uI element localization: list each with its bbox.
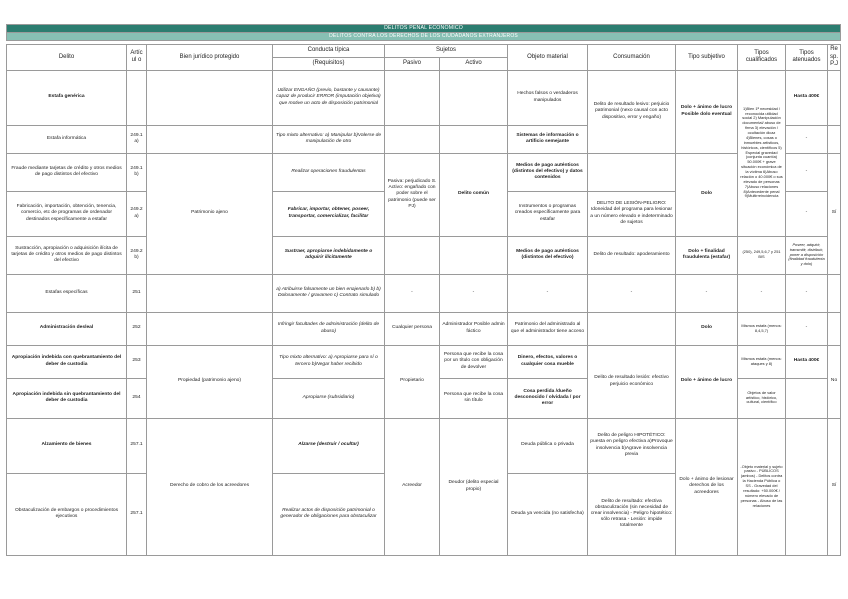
cell-cualificado[interactable]: Objetos de valor artístico, histórico, cultural, científico [738,378,786,418]
cell-atenuado[interactable] [786,418,828,555]
cell-objeto[interactable]: Instrumentos o programas creados específicamente para estafar [508,191,588,236]
cell-conducta[interactable]: a) Atribuirse falsamente un bien enajenarlo b) b) Dolosamente / gravamen c) Contrato simulado [273,274,385,312]
cell-delito[interactable]: Obstaculización de embargos o procedimientos ejecutivos [7,473,127,555]
table-row [7,418,841,473]
col-header-pasivo[interactable]: Pasivo [385,57,440,70]
col-header-conducta[interactable]: Conducta típica [273,45,385,58]
cell-atenuado[interactable]: - [786,191,828,236]
cell-consumacion[interactable] [588,153,676,191]
cell-delito[interactable]: Estafa genérica [7,70,127,125]
cell-cualificado[interactable]: Mismos estafa (menos: ataques y 8) [738,345,786,378]
spreadsheet-table-container [6,24,840,556]
band-title: DELITOS PENAL ECONÓMICO [7,25,841,33]
col-header-bien-juridico[interactable]: Bien jurídico protegido [147,45,273,71]
cell-activo[interactable]: Administrador Posible admin fáctico [440,312,508,345]
cell-articulo[interactable]: 249.2 b) [127,236,147,274]
table-row [7,153,841,191]
cell-activo-comun[interactable]: Delito común [440,153,508,236]
table-row [7,70,841,125]
cell-subjetivo-acreedores[interactable]: Dolo + ánimo de lesionar derechos de los acreedores [676,418,738,555]
col-header-sujetos[interactable]: Sujetos [385,45,508,58]
cell-consumacion[interactable]: Delito de resultado: apoderamiento [588,236,676,274]
cell-articulo[interactable]: 249.1 b) [127,153,147,191]
cell-resp[interactable] [828,274,841,312]
cell-resp[interactable] [828,125,841,153]
col-header-consumacion[interactable]: Consumación [588,45,676,71]
col-header-objeto[interactable]: Objeto material [508,45,588,71]
cell-atenuado[interactable]: - [786,153,828,191]
cell-articulo[interactable] [127,70,147,125]
cell-objeto[interactable]: Medios de pago auténticos (distintos del efectivo) y datos contenidos [508,153,588,191]
cell-bien[interactable] [147,274,273,312]
cell-atenuado[interactable]: - [786,274,828,312]
col-header-articulo[interactable]: Artícul o [127,45,147,71]
cell-articulo[interactable]: 251 [127,274,147,312]
cell-subjetivo-dolo[interactable]: Dolo [676,153,738,236]
cell-activo-deudor[interactable]: Deudor (delito especial propio) [440,418,508,555]
cell-consumacion[interactable]: Delito de peligro HIPOTÉTICO: puesta en peligro efectiva a)Provoque insolvencia b)Agrave insolvencia previa [588,418,676,473]
table-row [7,274,841,312]
col-header-atenuados[interactable]: Tipos atenuados [786,45,828,71]
cell-delito[interactable]: Fabricación, importación, obtención, tenencia, comercio, etc de programas de ordenador destinados específicamente a estafar [7,191,127,236]
table-row [7,312,841,345]
cell-atenuado[interactable]: Hasta 400€ [786,345,828,378]
cell-objeto[interactable]: Hechos falsos o verdaderos manipulados [508,70,588,125]
cell-conducta[interactable]: Tipo mixto alternativo: a) Apropiarse para sí o tercero b)Negar haber recibido [273,345,385,378]
cell-delito[interactable]: Estafas específicas [7,274,127,312]
cell-activo[interactable] [440,125,508,153]
cell-delito[interactable]: Fraude mediante tarjetas de crédito y otros medios de pago distintos del efectivo [7,153,127,191]
cell-pasivo-estafa[interactable]: Pasiva: perjudicado S. Activo: engañado con poder sobre el patrimonio (puede ser PJ) [385,153,440,236]
cell-consumacion[interactable] [588,312,676,345]
cell-cualificados-estafa[interactable]: 1)Bien 1ª necesidad / reconocida utilidad social 2) Manipulación documental/ abuso de firma 3) elevación / ocultación dicaz 4)Bienes, cosas o inmuebles artísticos, históricos, científicos 5) Especial gravedad (conjunta cuantía) 50.000€ + grave situación económica de la víctima 6)Abuso relación o 40.000€ o sus elevado de personas 7)Abuso relaciones 8)Antecedente penal 9)Multirreincidencia [738,70,786,236]
col-header-requisitos[interactable]: (Requisitos) [273,57,385,70]
cell-articulo[interactable]: 253 [127,345,147,378]
cell-objeto[interactable]: Patrimonio del administrado al que el administrador tiene acceso [508,312,588,345]
cell-atenuado[interactable] [786,378,828,418]
cell-conducta[interactable]: Fabricar, importar, obtener, poseer, transportar, comercializar, facilitar [273,191,385,236]
crimes-table [6,24,841,556]
cell-pasivo-acreedor[interactable]: Acreedor [385,418,440,555]
cell-subjetivo[interactable]: Dolo [676,312,738,345]
cell-resp[interactable] [828,70,841,125]
cell-atenuado[interactable]: - [786,312,828,345]
col-header-activo[interactable]: Activo [440,57,508,70]
cell-atenuado[interactable]: - [786,125,828,153]
cell-pasivo[interactable] [385,125,440,153]
cell-activo[interactable]: Persona que recibe la cosa por un título con obligación de devolver [440,345,508,378]
col-header-resp[interactable]: Resp. P.J [828,45,841,71]
cell-conducta[interactable]: Sustraer, apropiarse indebidamente o adquirir ilícitamente [273,236,385,274]
cell-articulo[interactable]: 249.2 a) [127,191,147,236]
cell-consumacion-estafa[interactable]: Delito de resultado lesivo: perjuicio patrimonial (nexo causal con acto dispositivo, error y engaño) [588,70,676,153]
cell-bien-credito[interactable]: Derecho de cobro de los acreedores [147,418,273,555]
cell-activo[interactable] [440,70,508,125]
cell-conducta[interactable]: Apropiarse (subsidiario) [273,378,385,418]
cell-conducta[interactable]: Alzarse (destruir / ocultar) [273,418,385,473]
cell-articulo[interactable]: 257.1 [127,418,147,473]
cell-bien[interactable] [147,312,273,345]
cell-objeto[interactable]: Medios de pago auténticos (distintos del efectivo) [508,236,588,274]
cell-bien-propiedad[interactable]: Propiedad (patrimonio ajeno) [147,345,273,418]
cell-articulo[interactable]: 249.1 a) [127,125,147,153]
cell-bien[interactable] [147,125,273,153]
cell-delito[interactable]: Apropiación indebida con quebrantamiento del deber de custodia [7,345,127,378]
cell-objeto[interactable]: Cosa perdida /dueño desconocido / olvidada / por error [508,378,588,418]
cell-pasivo-propietario[interactable]: Propietario [385,345,440,418]
cell-articulo[interactable]: 252 [127,312,147,345]
cell-resp[interactable] [828,312,841,345]
cell-pasivo[interactable]: Cualquier persona [385,312,440,345]
cell-cualificado[interactable]: - [738,274,786,312]
cell-consumacion[interactable]: Delito de resultado: efectiva obstaculización (sin necesidad de crear insolvencia) - Peligro hipotético: sólo retrasa - Lesión: impide totalmente [588,473,676,555]
cell-subjetivo[interactable]: - [676,274,738,312]
cell-cualificados-alzamiento[interactable]: -Objeto material y sujeto pasivo - PÚBLICOS (ambos) - Delitos contra la Hacienda Pública o SS - Gravedad del resultado: +50.000€ / número elevado de personas - Abuso de las relaciones [738,418,786,555]
cell-objeto[interactable]: - [508,274,588,312]
cell-conducta[interactable]: Tipo mixto alternativo: a) Manipular b)Valerse de manipulación de otro [273,125,385,153]
cell-activo[interactable] [440,236,508,274]
cell-atenuado[interactable]: Hasta 400€ [786,70,828,125]
cell-atenuado[interactable]: Poseer, adquirir, transmitir, distribuir, poner a disposición (finalidad fraudulenta y dolo) [786,236,828,274]
cell-delito[interactable]: Administración desleal [7,312,127,345]
cell-articulo[interactable]: 254 [127,378,147,418]
cell-pasivo[interactable] [385,236,440,274]
cell-subjetivo[interactable]: Dolo + finalidad fraudulenta (estafar) [676,236,738,274]
cell-articulo[interactable]: 257.1 [127,473,147,555]
band-subtitle: DELITOS CONTRA LOS DERECHOS DE LOS CIUDADANOS EXTRANJEROS [7,33,841,41]
cell-activo[interactable]: - [440,274,508,312]
cell-subjetivo-lucro[interactable]: Dolo + ánimo de lucro Posible dolo eventual [676,70,738,153]
cell-conducta[interactable]: Realizar operaciones fraudulentas [273,153,385,191]
col-header-delito[interactable]: Delito [7,45,127,71]
col-header-cualificados[interactable]: Tipos cualificados [738,45,786,71]
cell-resp-si[interactable]: Sí [828,153,841,274]
cell-objeto[interactable]: Dinero, efectos, valores o cualquier cosa mueble [508,345,588,378]
cell-delito[interactable]: Estafa informática [7,125,127,153]
cell-conducta[interactable]: Infringir facultades de administración (delito de abuso) [273,312,385,345]
table-row [7,236,841,274]
cell-pasivo[interactable] [385,70,440,125]
cell-delito[interactable]: Apropiación indebida sin quebrantamiento del deber de custodia [7,378,127,418]
cell-cualificado[interactable]: (250), 249,5,6,7 y 251 BIS [738,236,786,274]
cell-consumacion[interactable]: - [588,274,676,312]
cell-pasivo[interactable]: - [385,274,440,312]
cell-cualificado[interactable]: Mismos estafa (menos: 8,4,5,7) [738,312,786,345]
cell-conducta[interactable]: Utilizar ENGAÑO (previo, bastante y causante) capaz de producir ERROR (imputación objetiva) que motive un acto de disposición patrimonial [273,70,385,125]
cell-delito[interactable]: Alzamiento de bienes [7,418,127,473]
cell-bien[interactable] [147,70,273,125]
col-header-subjetivo[interactable]: Tipo subjetivo [676,45,738,71]
table-row [7,345,841,378]
cell-bien-patrimonio[interactable]: Patrimonio ajeno [147,153,273,274]
cell-objeto[interactable]: Sistemas de información o artificio semejante [508,125,588,153]
cell-objeto[interactable]: Deuda ya vencida (no satisfecha) [508,473,588,555]
cell-resp-si[interactable]: Sí [828,418,841,555]
cell-consumacion[interactable]: DELITO DE LESIÓN-PELIGRO: Idoneidad del programa para lesionar a un número elevado e indeterminado de sujetos [588,191,676,236]
cell-resp-no[interactable]: No [828,345,841,418]
cell-activo[interactable]: Persona que recibe la cosa sin título [440,378,508,418]
cell-subjetivo-apropiacion[interactable]: Dolo + ánimo de lucro [676,345,738,418]
cell-conducta[interactable]: Realizar actos de disposición patrimonial o generador de obligaciones para obstaculizar [273,473,385,555]
cell-consumacion[interactable]: Delito de resultado lesión: efectivo perjuicio económico [588,345,676,418]
cell-delito[interactable]: Sustracción, apropiación o adquisición ilícita de tarjetas de crédito y otros medios de pago distintos del efectivo [7,236,127,274]
cell-objeto[interactable]: Deuda pública o privada [508,418,588,473]
